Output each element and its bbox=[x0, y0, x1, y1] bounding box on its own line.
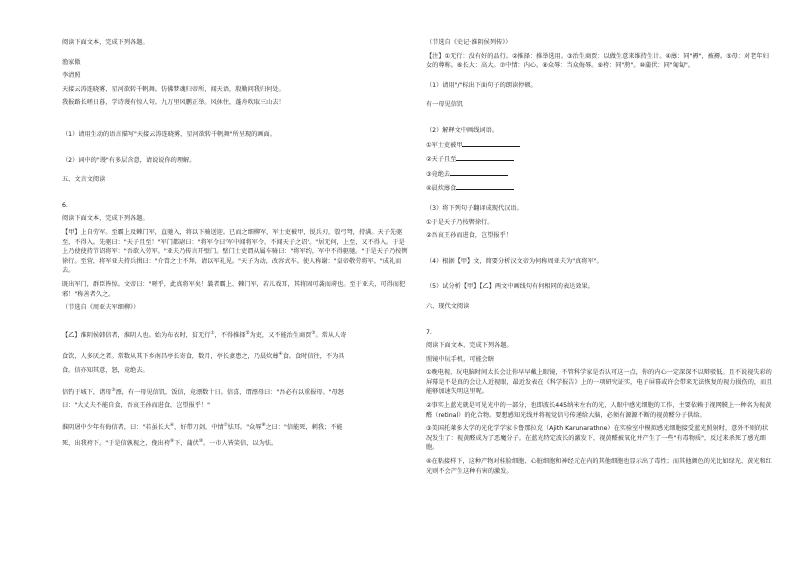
yi-text: 怯耳。"众辱 bbox=[227, 423, 262, 431]
yi-line-3: 食。信亦知其意，怒，竟绝去。 bbox=[62, 367, 149, 374]
note-marker-10: ⑩ bbox=[198, 438, 203, 444]
yi-text: 信钓于城下，诸母 bbox=[62, 388, 112, 396]
q5-sub1: （1）请用生动的语言描写"天接云涛连晓雾，星河欲转千帆舞"所呈现的画面。 bbox=[62, 130, 276, 138]
yi-text: ，好带刀剑，中情 bbox=[174, 423, 224, 431]
q7-intro: 阅读下面文本，完成下列各题。 bbox=[426, 342, 513, 350]
yi-line-1 bbox=[62, 329, 410, 341]
answer-blank[interactable] bbox=[462, 140, 520, 147]
answer-blank[interactable] bbox=[450, 169, 508, 176]
article-paragraph-1: ①晚电视、玩电脑时间太长会让你早早戴上眼镜，不管科学家是否认可这一点，你的内心一定深深不以辩驳低。且不说视失彩的屏幕是不是真的会让人近视眼，最近发表在《科学报告》上的一项研究证实，电子屏幕或许会带来无法恢复的视力损伤的，而且能够加速失明这里呢。 bbox=[426, 369, 773, 396]
q7-number: 7. bbox=[426, 328, 432, 336]
q6-number: 6. bbox=[62, 201, 68, 209]
note-marker-6: ⑥ bbox=[170, 422, 175, 428]
yi-text: 为吏，又不能治生商贾 bbox=[249, 331, 312, 339]
note-marker-9: ⑨ bbox=[170, 438, 175, 444]
answer-blank[interactable] bbox=[456, 154, 514, 161]
sub2-item-text: ④晨炊蓐食 bbox=[426, 185, 457, 193]
sub2-item-4 bbox=[426, 183, 774, 194]
sub3-item-1: ①于是天子乃按辔徐行。 bbox=[426, 218, 494, 226]
note-marker-8: ⑧ bbox=[261, 422, 266, 428]
yi-text: ，不得推择 bbox=[214, 331, 246, 339]
q5-intro: 阅读下面文本，完成下列各题。 bbox=[62, 39, 149, 46]
jia-source: （节选自《周亚夫军细柳》） bbox=[62, 304, 140, 312]
q6-intro: 阅读下面文本，完成下列各题。 bbox=[62, 215, 149, 223]
yi-text: 【乙】淮阴侯韩信者，淮阴人也。始为布衣时，贫无行 bbox=[62, 331, 211, 339]
q6-sub3: （3）将下列句子翻译成现代汉语。 bbox=[426, 204, 523, 212]
poem-line-1: 天接云涛连晓雾，星河欲转千帆舞。仿佛梦魂归帝所，闻天语，殷勤问我归何处。 bbox=[62, 85, 285, 93]
sub2-item-text: ③竟绝去 bbox=[426, 170, 451, 178]
poem-line-2: 我报路长嗟日暮，学诗谩有惊人句。九万里风鹏正举。风休住，蓬舟吹取三山去！ bbox=[62, 99, 285, 107]
yi-text: 食。食时信往，不为具 bbox=[282, 353, 345, 361]
answer-blank[interactable] bbox=[456, 183, 514, 190]
yi-text: 食饮，人多厌之者。常数从其下乡南昌亭长寄食，数月，亭长妻患之，乃晨炊蓐 bbox=[62, 353, 279, 361]
right-column bbox=[426, 38, 774, 480]
yi-line-5: 曰："大丈夫不能自食，吾哀王孙而进食，岂望报乎！" bbox=[62, 402, 211, 410]
section-heading-classical: 五、文言文阅读 bbox=[62, 176, 106, 184]
yi-text: 死，出我袴下。"于是信孰视之，俛出袴 bbox=[62, 439, 171, 447]
jia-paragraph-1: 【甲】上自劳军。至霸上及棘门军，直驰入，将以下骑送迎。已而之细柳军，军士吏被甲，锐兵刃，彀弓弩，持满。天子先驱至，不得入。先驱曰："天子且至！"军门都尉曰："将军令曰'军中闻将军令，不闻天子之诏'。"居无何，上至，又不得入。于是上乃使使持节诏将军："吾欲入劳军。"亚夫乃传言开壁门。壁门士吏谓从属车骑曰："将军约，军中不得驱驰。"于是天子乃按辔徐行。至营，将军亚夫持兵揖曰："介胄之士不拜，请以军礼见。"天子为动，改容式车。使人称谢："皇帝敬劳将军。"成礼而去。 bbox=[62, 228, 408, 275]
annotation-notes: 【注】①无行：没有好的品行。②推择：推举选用。③治生商贾：以做生意来维持生计。④蓐：同"褥"，被褥。⑤母：对老年妇女的尊称。⑥长大：高大。⑦中情：内心。⑧众辱：当众侮辱。⑨袴：同"胯"。⑩蒲伏：同"匍匐"。 bbox=[426, 52, 769, 70]
yi-text: 之曰："信能死，刺我；不能 bbox=[265, 423, 343, 431]
note-marker-1: ① bbox=[210, 330, 215, 336]
note-marker-3: ③ bbox=[311, 330, 316, 336]
article-title: 照镜中玩手机，可能会瞎 bbox=[426, 355, 495, 363]
yi-source: （节选自《史记·淮阴侯列传》） bbox=[426, 39, 512, 46]
yi-text: 下，蒲伏 bbox=[174, 439, 199, 447]
article-paragraph-4: ④在粘接样下，这种产物对桂脸细胞、心脏细胞和神经元在内的其他细胞也显示出了毒性；而其他颜色的光比如绿光、黄光和红光则不会产生这种有害的激发。 bbox=[426, 458, 772, 475]
sub2-item-1 bbox=[426, 140, 774, 151]
yi-text: 淮阴屠中少年有侮信者，曰："若虽长大 bbox=[62, 423, 171, 431]
sub2-item-text: ①军士吏被甲 bbox=[426, 141, 463, 149]
poem-author: 李清照 bbox=[62, 72, 81, 80]
poem-title: 渔家傲 bbox=[62, 58, 81, 66]
q6-sub1: （1）请用"/"标出下面句子的朗读停顿。 bbox=[426, 81, 537, 89]
yi-text: 。一市人皆笑信，以为怯。 bbox=[202, 439, 278, 447]
left-column bbox=[62, 38, 410, 452]
article-paragraph-3: ③美国托莱多大学的光化学学家卡鲁那拉克（Ajith Karunarathne）在实验室中模拟感光细胞接受蓝光照射时，意外不则的状况发生了：视黄醛成为了恶魔分子。在蓝光特定波长的激发下，视黄醛被氧化并产生了一些"有毒物质"，反过来杀死了感光细胞。 bbox=[426, 425, 769, 452]
yi-line-7 bbox=[62, 437, 410, 449]
note-marker-5: ⑤ bbox=[111, 387, 116, 393]
sub3-item-2: ②吾哀王孙而进食，岂望报乎！ bbox=[426, 232, 512, 240]
sub2-item-text: ②天子且至 bbox=[426, 156, 457, 164]
note-marker-4: ④ bbox=[278, 352, 283, 358]
yi-text: 。常从人寄 bbox=[315, 331, 347, 339]
jia-paragraph-2: 既出军门，群臣皆惊。文帝曰："嗟乎，此真将军矣！曩者霸上、棘门军，若儿戏耳，其将固可袭而虏也。至于亚夫，可得而犯邪！"称善者久之。 bbox=[62, 280, 406, 298]
note-marker-2: ② bbox=[245, 330, 250, 336]
yi-line-6 bbox=[62, 421, 410, 433]
article-paragraph-2: ②事实上蓝光就是可见光中的一部分，也即波长445纳米左右的光，人眼中感光细胞的工作，主要依赖于视网膜上一种名为视黄醛（retinal）的化合物。要想感知光线并将视觉信号传递给大脑，必须有源源不断的视黄醛分子供给。 bbox=[426, 402, 772, 419]
q6-sub5: （5）试分析【甲】【乙】两文中画线句有何相同的表达效果。 bbox=[426, 283, 594, 291]
sub2-item-2 bbox=[426, 154, 774, 165]
yi-line-2 bbox=[62, 350, 410, 362]
q6-sub4: （4）根据【甲】文，简要分析汉文帝为何称周亚夫为"真将军"。 bbox=[426, 257, 603, 265]
note-marker-7: ⑦ bbox=[223, 422, 228, 428]
sub2-item-3 bbox=[426, 169, 774, 180]
yi-text: 漂，有一母见信饥，饭信，竟漂数十日。信喜，谓漂母曰："吾必有以重报母。"母怒 bbox=[115, 388, 344, 396]
q6-sub2: （2）解释文中画线词语。 bbox=[426, 126, 498, 134]
section-heading-modern: 六、现代文阅读 bbox=[426, 302, 470, 310]
q5-sub2: （2）词中的"谩"有多层含意，请说说你的理解。 bbox=[62, 156, 196, 164]
yi-line-4 bbox=[62, 386, 410, 398]
q6-sub1-sentence: 有一母见信饥 bbox=[426, 101, 464, 109]
